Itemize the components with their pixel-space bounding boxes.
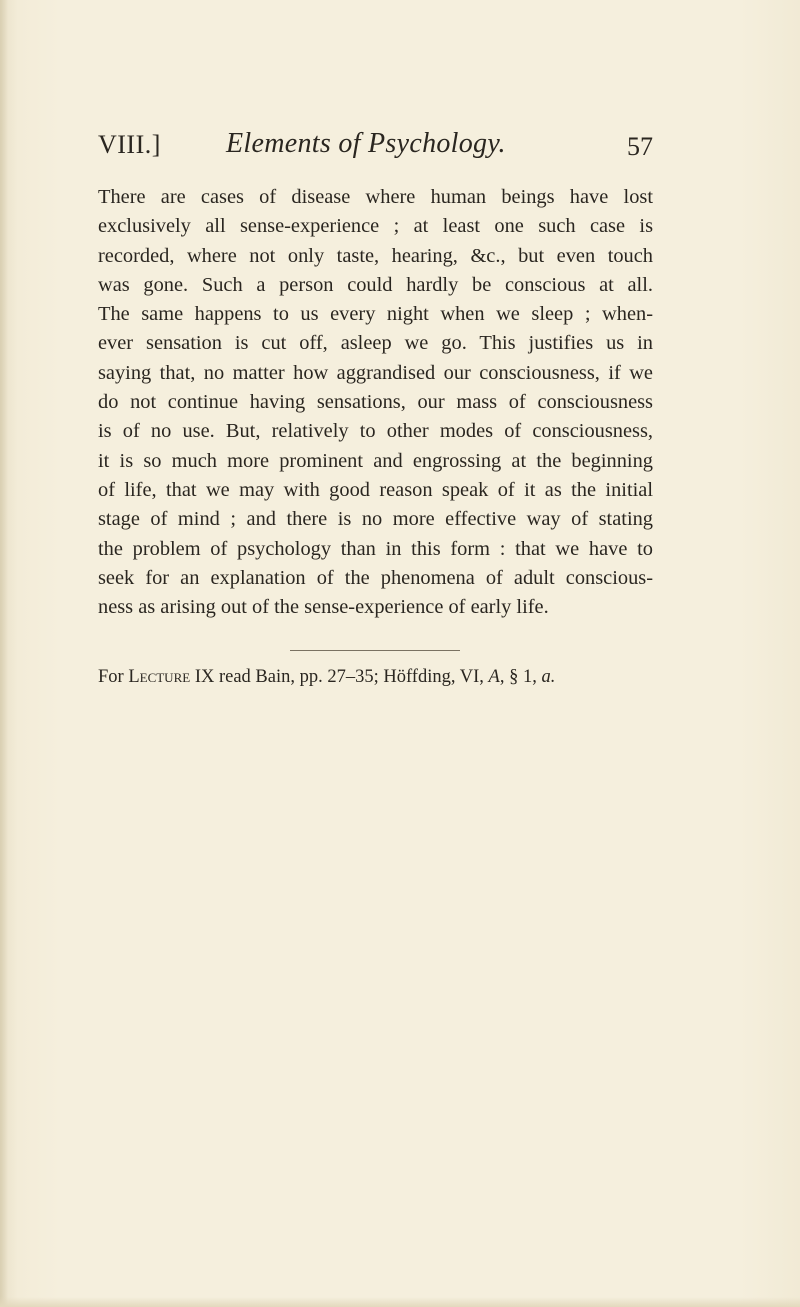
text-line: stage of mind ; and there is no more effective way of stating bbox=[98, 508, 653, 531]
text-line: of life, that we may with good reason speak of it as the initial bbox=[98, 478, 653, 501]
page-gutter-shadow bbox=[0, 0, 8, 1307]
footnote-section: , § 1, bbox=[499, 667, 542, 687]
page-bottom-shadow bbox=[0, 1297, 800, 1307]
text-line: was gone. Such a person could hardly be conscious at all. bbox=[98, 273, 653, 296]
text-line: exclusively all sense-experience ; at least one such case is bbox=[98, 215, 653, 238]
text-line: do not continue having sensations, our mass of consciousness bbox=[98, 391, 653, 414]
text-line: it is so much more prominent and engrossing at the beginning bbox=[98, 449, 653, 472]
footnote-italic-end: a. bbox=[541, 667, 556, 687]
text-line: is of no use. But, relatively to other modes of consciousness, bbox=[98, 420, 653, 443]
text-line: the problem of psychology than in this form : that we have to bbox=[98, 537, 653, 560]
text-line: There are cases of disease where human beings have lost bbox=[98, 186, 653, 208]
running-head bbox=[98, 130, 653, 166]
footnote-divider bbox=[290, 650, 460, 651]
body-paragraph bbox=[98, 183, 653, 622]
text-line: ness as arising out of the sense-experience of early life. bbox=[98, 596, 549, 619]
footnote-prefix: For bbox=[98, 667, 129, 687]
footnote-italic-a: A bbox=[488, 667, 500, 687]
footnote bbox=[98, 664, 698, 690]
chapter-marker: VIII.] bbox=[98, 130, 161, 159]
page-number: 57 bbox=[627, 132, 653, 161]
text-line: seek for an explanation of the phenomena of adult conscious- bbox=[98, 566, 653, 589]
text-line: ever sensation is cut off, asleep we go. This justifies us in bbox=[98, 332, 653, 355]
text-line: recorded, where not only taste, hearing, &c., but even touch bbox=[98, 244, 653, 267]
footnote-reference: IX read Bain, pp. 27–35; Höffding, VI, bbox=[190, 667, 489, 687]
text-line: saying that, no matter how aggrandised our consciousness, if we bbox=[98, 361, 653, 384]
footnote-lecture-word: Lecture bbox=[128, 667, 191, 687]
book-title: Elements of Psychology. bbox=[226, 128, 506, 159]
text-line: The same happens to us every night when we sleep ; when- bbox=[98, 303, 653, 326]
